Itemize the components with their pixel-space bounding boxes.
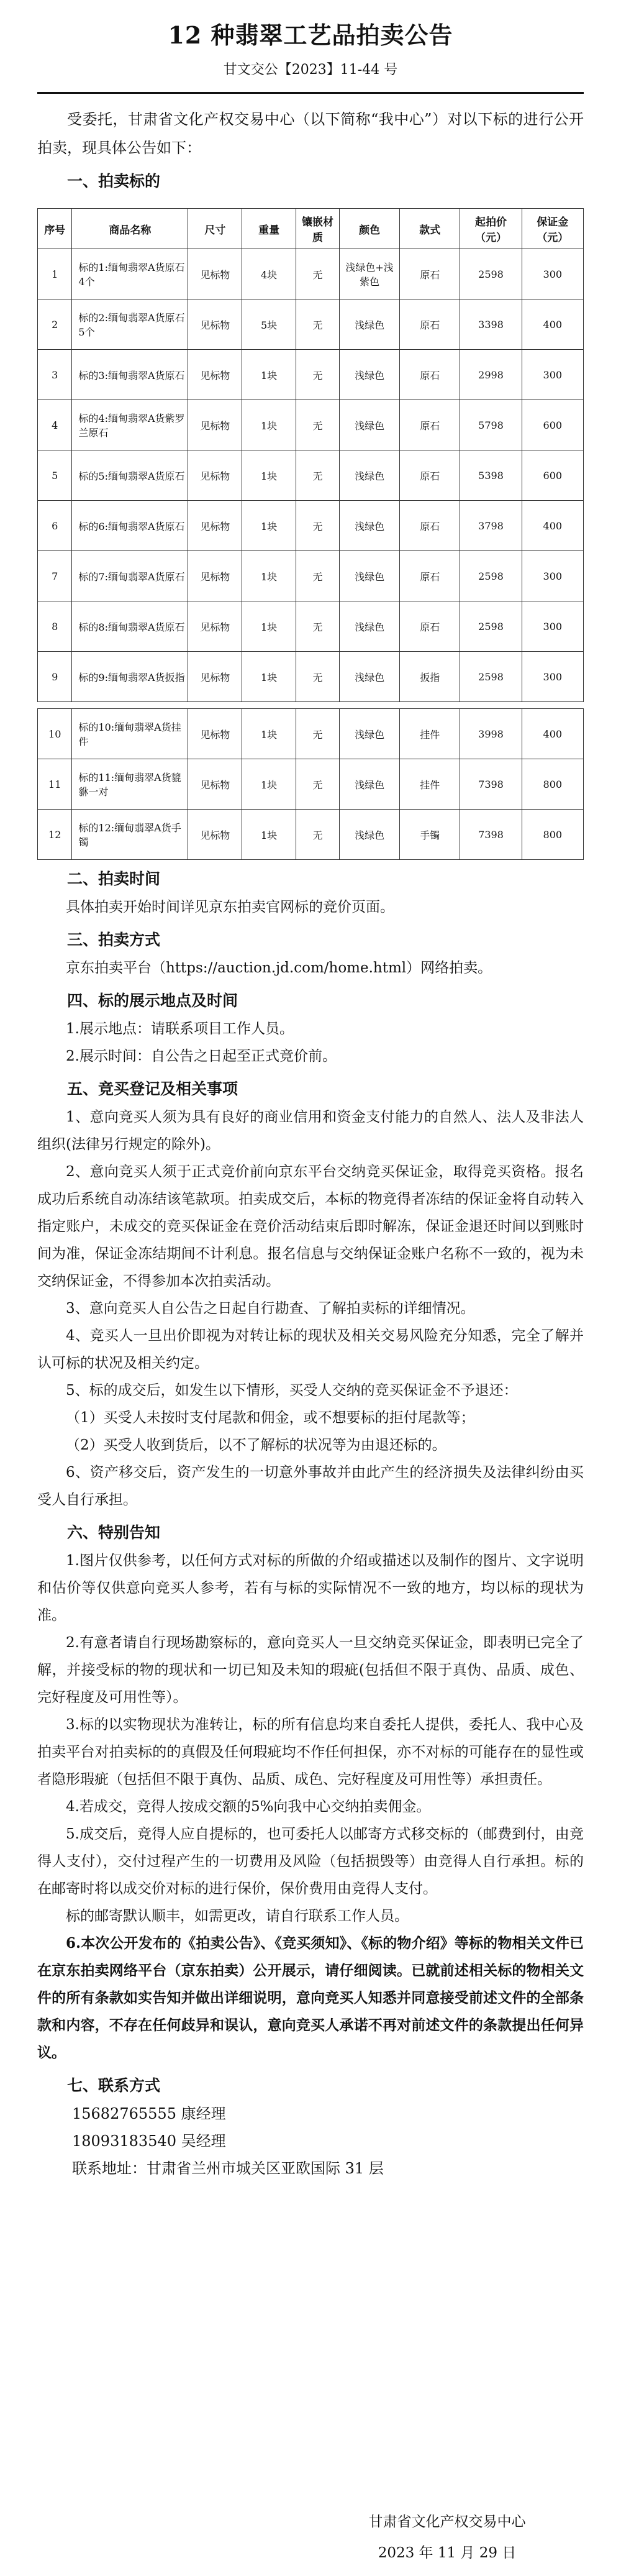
table-cell: 无 [296, 501, 339, 551]
table-cell: 浅绿色 [339, 450, 399, 501]
table-cell: 1块 [242, 501, 296, 551]
table-cell: 12 [38, 810, 72, 860]
table-cell: 5398 [460, 450, 522, 501]
table-cell: 300 [522, 551, 583, 601]
table-cell: 600 [522, 400, 583, 450]
section-heading-6: 六、特别告知 [67, 1523, 161, 1541]
table-cell: 800 [522, 759, 583, 810]
table-cell: 11 [38, 759, 72, 810]
table-cell: 见标物 [188, 350, 242, 400]
table-cell: 原石 [400, 249, 460, 299]
table-row [38, 350, 584, 400]
section-heading-3: 三、拍卖方式 [67, 931, 161, 949]
lot-table [37, 208, 584, 860]
table-cell: 见标物 [188, 501, 242, 551]
s5-item: 1、意向竞买人须为具有良好的商业信用和资金支付能力的自然人、法人及非法人组织(法律另行规定的除外)。 [37, 1109, 584, 1153]
table-cell: 见标物 [188, 709, 242, 759]
table-cell: 浅绿色 [339, 709, 399, 759]
s6-item: 标的邮寄默认顺丰，如需更改，请自行联系工作人员。 [66, 1908, 409, 1924]
s6-item-bold: 6.本次公开发布的《拍卖公告》、《竞买须知》、《标的物介绍》等标的物相关文件已在京东拍卖网络平台（京东拍卖）公开展示，请仔细阅读。已就前述相关标的物相关文件的所有条款如实告知并做出详细说明，意向竞买人知悉并同意接受前述文件的全部条款和内容，不存在任何歧异和误认，意向竞买人承诺不再对前述文件的条款提出任何异议。 [37, 1935, 584, 2061]
table-cell: 1块 [242, 400, 296, 450]
contact-address: 联系地址：甘肃省兰州市城关区亚欧国际 31 层 [72, 2160, 384, 2177]
table-cell: 浅绿色 [339, 400, 399, 450]
table-cell: 2598 [460, 551, 522, 601]
table-cell: 无 [296, 450, 339, 501]
table-cell: 300 [522, 350, 583, 400]
table-cell: 7398 [460, 759, 522, 810]
table-cell: 7398 [460, 810, 522, 860]
table-cell: 2598 [460, 601, 522, 652]
table-cell: 600 [522, 450, 583, 501]
table-cell: 2598 [460, 652, 522, 702]
table-cell: 5798 [460, 400, 522, 450]
table-cell: 浅绿色 [339, 759, 399, 810]
table-cell: 标的5:缅甸翡翠A货原石 [72, 450, 188, 501]
table-cell: 标的7:缅甸翡翠A货原石 [72, 551, 188, 601]
table-cell: 标的12:缅甸翡翠A货手镯 [72, 810, 188, 860]
table-cell: 7 [38, 551, 72, 601]
col-header: 序号 [38, 209, 72, 249]
table-cell: 1块 [242, 810, 296, 860]
table-cell: 浅绿色 [339, 652, 399, 702]
table-cell: 原石 [400, 350, 460, 400]
table-cell: 400 [522, 299, 583, 350]
table-cell: 1块 [242, 601, 296, 652]
s6-item: 3.标的以实物现状为准转让，标的所有信息均来自委托人提供，委托人、我中心及拍卖平台对拍卖标的的真假及任何瑕疵均不作任何担保，亦不对标的可能存在的显性或者隐形瑕疵（包括但不限于真伪、品质、成色、完好程度及可用性等）承担责任。 [37, 1717, 584, 1788]
s6-item: 2.有意者请自行现场勘察标的，意向竞买人一旦交纳竞买保证金，即表明已完全了解，并接受标的物的现状和一切已知及未知的瑕疵(包括但不限于真伪、品质、成色、完好程度及可用性等）。 [37, 1635, 584, 1706]
col-header: 尺寸 [188, 209, 242, 249]
table-cell: 标的2:缅甸翡翠A货原石5个 [72, 299, 188, 350]
section-heading-2: 二、拍卖时间 [67, 870, 161, 888]
table-row [38, 501, 584, 551]
table-cell: 标的9:缅甸翡翠A货扳指 [72, 652, 188, 702]
col-header: 款式 [400, 209, 460, 249]
s5-item: 6、资产移交后，资产发生的一切意外事故并由此产生的经济损失及法律纠纷由买受人自行承担。 [37, 1464, 584, 1508]
table-cell: 标的10:缅甸翡翠A货挂件 [72, 709, 188, 759]
table-cell: 300 [522, 249, 583, 299]
table-cell: 300 [522, 601, 583, 652]
table-cell: 2998 [460, 350, 522, 400]
table-cell: 400 [522, 501, 583, 551]
table-cell: 2598 [460, 249, 522, 299]
table-cell: 无 [296, 601, 339, 652]
table-cell: 1块 [242, 759, 296, 810]
table-cell: 原石 [400, 400, 460, 450]
section-heading-4: 四、标的展示地点及时间 [67, 992, 238, 1010]
table-cell: 标的4:缅甸翡翠A货紫罗兰原石 [72, 400, 188, 450]
table-cell: 原石 [400, 450, 460, 501]
table-cell: 见标物 [188, 450, 242, 501]
table-cell: 无 [296, 299, 339, 350]
table-cell: 1块 [242, 450, 296, 501]
table-row [38, 249, 584, 299]
table-row [38, 551, 584, 601]
col-header: 商品名称 [72, 209, 188, 249]
s5-item: 5、标的成交后，如发生以下情形，买受人交纳的竞买保证金不予退还： [66, 1382, 518, 1399]
table-row [38, 299, 584, 350]
table-cell: 4 [38, 400, 72, 450]
table-cell: 浅绿色 [339, 350, 399, 400]
table-row [38, 709, 584, 759]
page-title: 12 种翡翠工艺品拍卖公告 [168, 21, 453, 49]
table-row [38, 810, 584, 860]
table-cell: 无 [296, 810, 339, 860]
table-cell: 1块 [242, 652, 296, 702]
table-cell: 原石 [400, 601, 460, 652]
s5-item: 2、意向竞买人须于正式竞价前向京东平台交纳竞买保证金，取得竞买资格。报名成功后系统自动冻结该笔款项。拍卖成交后，本标的物竞得者冻结的保证金将自动转入指定账户，未成交的竞买保证金在竞价活动结束后即时解冻，保证金退还时间以到账时间为准，保证金冻结期间不计利息。报名信息与交纳保证金账户名称不一致的，视为未交纳保证金，不得参加本次拍卖活动。 [37, 1164, 584, 1289]
table-cell: 400 [522, 709, 583, 759]
table-cell: 原石 [400, 501, 460, 551]
table-cell: 1块 [242, 350, 296, 400]
table-cell: 挂件 [400, 709, 460, 759]
table-cell: 300 [522, 652, 583, 702]
table-cell: 标的6:缅甸翡翠A货原石 [72, 501, 188, 551]
table-cell: 6 [38, 501, 72, 551]
s5-subitem: （2）买受人收到货后，以不了解标的状况等为由退还标的。 [66, 1437, 446, 1453]
contact-phone-2: 18093183540 吴经理 [72, 2132, 226, 2150]
table-row [38, 450, 584, 501]
table-cell: 原石 [400, 299, 460, 350]
table-cell: 1 [38, 249, 72, 299]
announcement-page [37, 0, 584, 2182]
table-cell: 浅绿色+浅紫色 [339, 249, 399, 299]
table-cell: 浅绿色 [339, 501, 399, 551]
table-row [38, 400, 584, 450]
table-row [38, 601, 584, 652]
table-cell: 原石 [400, 551, 460, 601]
table-cell: 标的3:缅甸翡翠A货原石 [72, 350, 188, 400]
col-header: 保证金（元） [522, 209, 583, 249]
col-header: 镶嵌材质 [296, 209, 339, 249]
table-cell: 3398 [460, 299, 522, 350]
table-cell: 4块 [242, 249, 296, 299]
table-cell: 无 [296, 759, 339, 810]
section-heading-5: 五、竞买登记及相关事项 [67, 1080, 238, 1098]
table-cell: 无 [296, 709, 339, 759]
table-spacer [38, 702, 584, 709]
sign-date: 2023 年 11 月 29 日 [378, 2545, 517, 2561]
table-cell: 见标物 [188, 551, 242, 601]
contact-phone-1: 15682765555 康经理 [72, 2105, 226, 2122]
table-cell: 浅绿色 [339, 601, 399, 652]
table-cell: 3 [38, 350, 72, 400]
table-cell: 见标物 [188, 810, 242, 860]
table-cell: 9 [38, 652, 72, 702]
table-cell: 见标物 [188, 652, 242, 702]
s5-subitem: （1）买受人未按时支付尾款和佣金，或不想要标的拒付尾款等； [66, 1410, 475, 1426]
table-cell: 浅绿色 [339, 810, 399, 860]
auction-method-text: 京东拍卖平台（https://auction.jd.com/home.html）网络拍卖。 [66, 960, 492, 976]
table-cell: 标的11:缅甸翡翠A货貔貅一对 [72, 759, 188, 810]
display-time: 2.展示时间：自公告之日起至正式竞价前。 [66, 1048, 337, 1064]
title-divider [37, 92, 584, 94]
document-number: 甘文交公【2023】11-44 号 [223, 62, 398, 78]
table-cell: 见标物 [188, 249, 242, 299]
table-cell: 5块 [242, 299, 296, 350]
section-heading-7: 七、联系方式 [67, 2076, 161, 2094]
s6-item: 1.图片仅供参考，以任何方式对标的所做的介绍或描述以及制作的图片、文字说明和估价等仅供意向竞买人参考，若有与标的实际情况不一致的地方，均以标的现状为准。 [37, 1553, 584, 1624]
table-header-row [38, 209, 584, 249]
table-cell: 10 [38, 709, 72, 759]
table-cell: 800 [522, 810, 583, 860]
table-cell: 手镯 [400, 810, 460, 860]
signer: 甘肃省文化产权交易中心 [368, 2514, 526, 2530]
table-cell: 无 [296, 350, 339, 400]
table-cell: 标的1:缅甸翡翠A货原石4个 [72, 249, 188, 299]
col-header: 颜色 [339, 209, 399, 249]
table-row [38, 759, 584, 810]
table-cell: 见标物 [188, 400, 242, 450]
intro-paragraph: 受委托，甘肃省文化产权交易中心（以下简称“我中心”）对以下标的进行公开拍卖，现具体公告如下： [37, 111, 584, 157]
table-cell: 1块 [242, 709, 296, 759]
table-row [38, 652, 584, 702]
table-cell: 扳指 [400, 652, 460, 702]
auction-time-text: 具体拍卖开始时间详见京东拍卖官网标的竞价页面。 [66, 899, 394, 915]
table-cell: 5 [38, 450, 72, 501]
table-cell: 8 [38, 601, 72, 652]
table-cell: 2 [38, 299, 72, 350]
table-spacer-cell [38, 702, 584, 709]
table-cell: 见标物 [188, 759, 242, 810]
table-cell: 无 [296, 249, 339, 299]
table-cell: 标的8:缅甸翡翠A货原石 [72, 601, 188, 652]
table-cell: 挂件 [400, 759, 460, 810]
s6-item: 4.若成交，竞得人按成交额的5%向我中心交纳拍卖佣金。 [66, 1799, 431, 1815]
table-cell: 无 [296, 400, 339, 450]
table-cell: 1块 [242, 551, 296, 601]
table-cell: 见标物 [188, 601, 242, 652]
s5-item: 3、意向竞买人自公告之日起自行勘查、了解拍卖标的详细情况。 [66, 1300, 475, 1317]
section-heading-1: 一、拍卖标的 [67, 172, 161, 190]
col-header: 起拍价（元） [460, 209, 522, 249]
display-location: 1.展示地点：请联系项目工作人员。 [66, 1021, 294, 1037]
s6-item: 5.成交后，竞得人应自提标的，也可委托人以邮寄方式移交标的（邮费到付，由竞得人支付），交付过程产生的一切费用及风险（包括损毁等）由竞得人自行承担。标的在邮寄时将以成交价对标的进行保价，保价费用由竞得人支付。 [37, 1826, 584, 1897]
table-cell: 浅绿色 [339, 551, 399, 601]
table-cell: 3798 [460, 501, 522, 551]
table-cell: 见标物 [188, 299, 242, 350]
table-cell: 浅绿色 [339, 299, 399, 350]
col-header: 重量 [242, 209, 296, 249]
lot-table-body [38, 249, 584, 860]
table-cell: 无 [296, 652, 339, 702]
s5-item: 4、竞买人一旦出价即视为对转让标的现状及相关交易风险充分知悉，完全了解并认可标的状况及相关约定。 [37, 1328, 584, 1371]
table-cell: 3998 [460, 709, 522, 759]
table-cell: 无 [296, 551, 339, 601]
